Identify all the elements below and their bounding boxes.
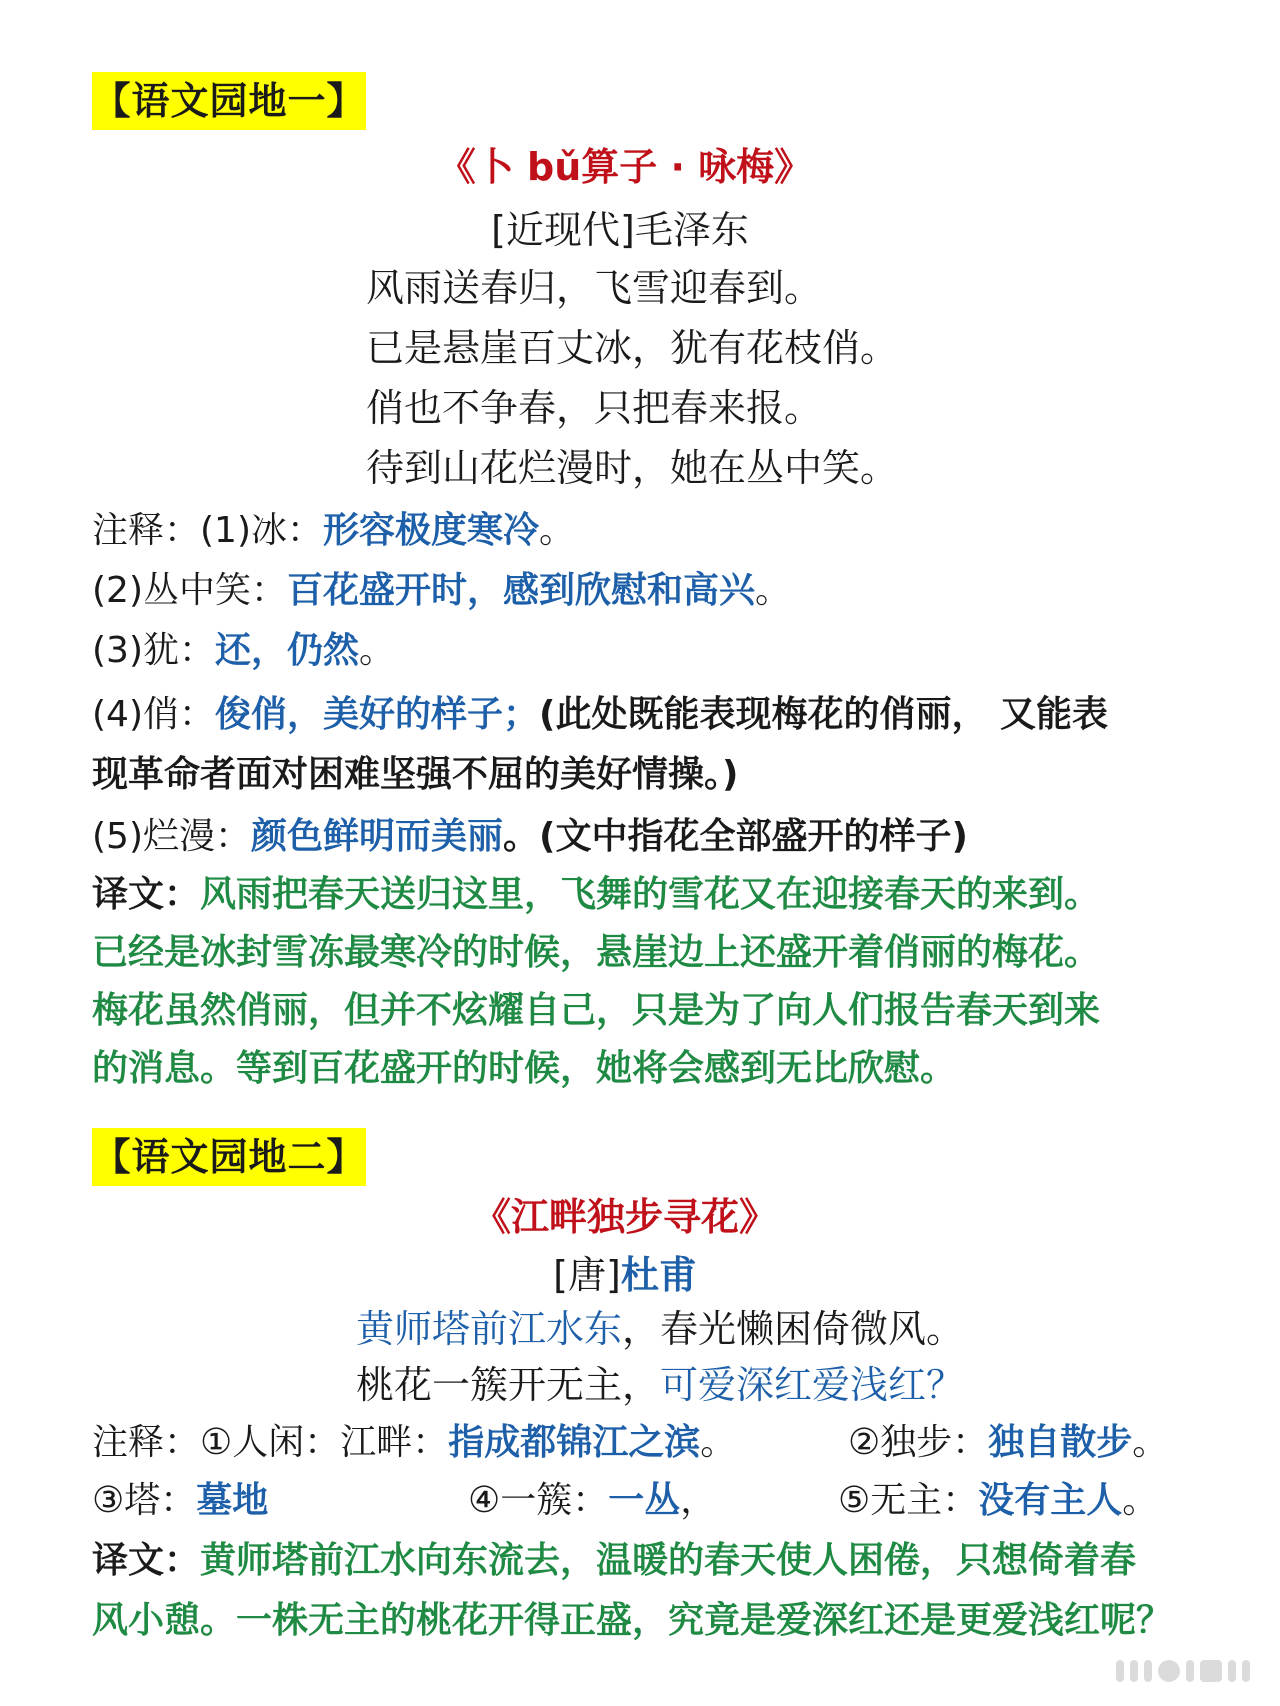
note-text: 墓地 [196,1480,269,1521]
note-1 [92,506,1222,556]
translation-line: 的消息。等到百花盛开的时候，她将会感到无比欣慰。 [92,1048,957,1089]
poem-phrase: 黄师塔前江水东 [356,1307,623,1351]
poem-title-2: 《江畔独步寻花》 [472,1195,777,1239]
poem-author-2 [0,1250,1250,1300]
poem-title-1: 《卜 bǔ算子 · 咏梅》 [437,145,813,189]
note-text: 百花盛开时，感到欣慰和高兴 [287,570,756,611]
note-text: 形容极度寒冷 [323,510,540,551]
author-name: 杜甫 [620,1253,697,1297]
translation-line: 风小憩。一株无主的桃花开得正盛，究竟是爱深红还是更爱浅红呢？ [92,1600,1173,1641]
note-4 [92,690,1222,740]
poem-line: 风雨送春归，飞雪迎春到。 [366,266,823,310]
translation-text: 风雨把春天送归这里，飞舞的雪花又在迎接春天的来到。 [200,874,1101,915]
note-text: 颜色鲜明而美丽 [251,816,504,857]
translation-2 [92,1536,1222,1586]
poem-line: 已是悬崖百丈冰，犹有花枝俏。 [366,326,899,370]
note-label: (3)犹： [92,630,215,671]
note-end: 。 [359,630,396,671]
note-label: ⑤无主： [838,1480,979,1521]
note-end: 。 [700,1422,737,1463]
note-inline [468,1476,716,1526]
translation-label: 译文： [92,1540,201,1581]
note-text: 俊俏，美好的样子； [215,694,540,735]
note-end: 。 [539,510,576,551]
note-end: 。 [755,570,792,611]
note-text: 独自散步 [988,1422,1133,1463]
poem-line: 待到山花烂漫时，她在丛中笑。 [366,446,899,490]
note-text: 还，仍然 [215,630,360,671]
note-row-1 [92,1418,1222,1468]
note-end: 。 [1132,1422,1169,1463]
watermark-icon [1116,1656,1250,1686]
translation-label: 译文： [92,874,201,915]
section-header-1: 【语文园地一】 [92,72,366,130]
note-extra: (此处既能表现梅花的俏丽， 又能表 [539,694,1109,735]
poem-phrase: 桃花一簇开无主， [356,1363,661,1407]
section-header-2: 【语文园地二】 [92,1128,366,1186]
note-inline [838,1476,1158,1526]
translation-text: 黄师塔前江水向东流去，温暖的春天使人困倦，只想倚着春 [200,1540,1137,1581]
note-text: 一丛 [608,1480,681,1521]
note-end: ， [680,1480,717,1521]
poem-line [356,1304,964,1354]
note-4-continued: 现革命者面对困难坚强不屈的美好情操。) [92,754,739,795]
translation-line: 梅花虽然俏丽，但并不炫耀自己，只是为了向人们报告春天到来 [92,990,1101,1031]
poem-phrase: ，春光懒困倚微风。 [622,1307,965,1351]
note-3 [92,626,1222,676]
note-label: 注释：①人闲：江畔： [92,1422,449,1463]
note-label: ②独步： [848,1422,989,1463]
note-label: ③塔： [92,1480,197,1521]
note-label: ④一簇： [468,1480,609,1521]
dynasty: [唐] [553,1253,621,1297]
poem-line [356,1360,964,1410]
note-end: 。(文中指花全部盛开的样子) [503,816,968,857]
poem-author-1: [近现代]毛泽东 [491,208,749,252]
poem-line: 俏也不争春，只把春来报。 [366,386,823,430]
translation-line: 已经是冰封雪冻最寒冷的时候，悬崖边上还盛开着俏丽的梅花。 [92,932,1101,973]
note-row-2 [92,1476,1222,1526]
translation-1 [92,870,1222,920]
note-end: 。 [1122,1480,1159,1521]
note-label: 注释：(1)冰： [92,510,323,551]
note-label: (2)丛中笑： [92,570,287,611]
note-label: (4)俏： [92,694,215,735]
note-text: 没有主人 [978,1480,1123,1521]
note-label: (5)烂漫： [92,816,251,857]
poem-phrase: 可爱深红爱浅红？ [660,1363,965,1407]
note-inline [848,1418,1168,1468]
note-text: 指成都锦江之滨 [448,1422,701,1463]
note-2 [92,566,1222,616]
note-5 [92,812,1222,862]
